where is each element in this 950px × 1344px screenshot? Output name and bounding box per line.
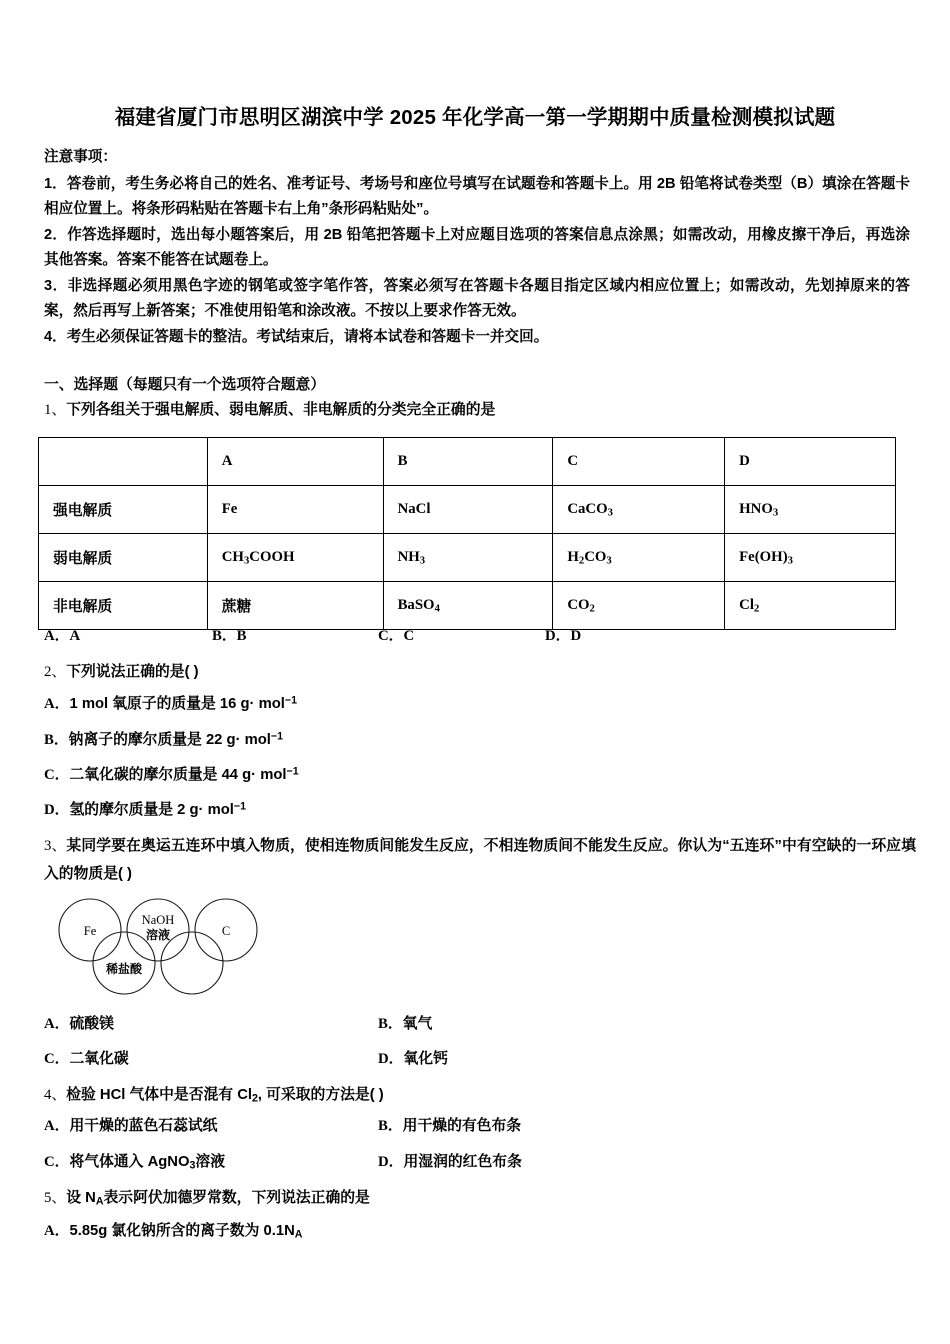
question-5-number: 5、 <box>44 1190 67 1206</box>
q2-option-d-label: D． <box>44 802 70 818</box>
cell-strong-c: CaCO$_3$ <box>553 486 725 534</box>
question-5-text-pre: 设 N <box>66 1190 96 1206</box>
cell-non-b: BaSO$_4$ <box>383 582 553 630</box>
row-label-weak-electrolyte: 弱电解质 <box>39 534 208 582</box>
q2-option-c-label: C． <box>44 767 70 783</box>
q2-option-d-text: 氢的摩尔质量是 2 g· mol <box>69 802 234 818</box>
q1-option-b[interactable]: B．B <box>212 628 247 644</box>
question-1-number: 1、 <box>44 402 67 418</box>
cell-strong-d: $HNO_3$ <box>725 486 896 534</box>
q3-option-d[interactable]: D．氧化钙 <box>378 1051 448 1067</box>
table-header-cell-a: A <box>207 438 383 486</box>
question-2-stem <box>44 658 916 686</box>
cell-non-c: $CO_2$ <box>553 582 725 630</box>
question-1-text: 下列各组关于强电解质、弱电解质、非电解质的分类完全正确的是 <box>66 402 496 418</box>
question-1-stem <box>44 398 495 419</box>
ring-empty-circle <box>161 932 223 994</box>
cell-non-d: $Cl_2$ <box>725 582 896 630</box>
q5-option-a-text: 5.85g 氯化钠所含的离子数为 0.1N <box>69 1223 295 1239</box>
q2-option-b[interactable]: B．钠离子的摩尔质量是 22 g· mol$^{-1}$ <box>44 730 284 748</box>
notice-item-4: 4．考生必须保证答题卡的整洁。考试结束后，请将本试卷和答题卡一并交回。 <box>44 328 549 345</box>
q2-option-d[interactable]: D．氢的摩尔质量是 2 g· mol$^{-1}$ <box>44 800 247 818</box>
question-4-number: 4、 <box>44 1087 67 1103</box>
notice-item-1: 1．答卷前，考生务必将自己的姓名、准考证号、考场号和座位号填写在试题卷和答题卡上。用 2B 铅笔将试卷类型（B）填涂在答题卡相应位置上。将条形码粘贴在答题卡右上角”条形码粘贴处”。 <box>44 175 910 217</box>
electrolyte-classification-table <box>38 437 896 630</box>
q2-option-b-text: 钠离子的摩尔质量是 22 g· mol <box>68 732 271 748</box>
q4-option-c[interactable]: C．将气体通入 AgNO$_3$溶液 <box>44 1154 226 1172</box>
q2-option-b-label: B． <box>44 732 69 748</box>
question-5-stem <box>44 1184 916 1215</box>
question-3-number: 3、 <box>44 838 67 854</box>
question-4-text-post: , 可采取的方法是( ) <box>257 1087 384 1103</box>
table-header-cell-b: B <box>383 438 553 486</box>
ring-label-c: C <box>221 924 231 938</box>
q3-option-a[interactable]: A．硫酸镁 <box>44 1016 114 1032</box>
question-5-subscript: A <box>95 1195 104 1208</box>
question-2-text: 下列说法正确的是( ) <box>66 664 199 680</box>
question-3-stem <box>44 832 916 888</box>
notice-item-2: 2．作答选择题时，选出每小题答案后，用 2B 铅笔把答题卡上对应题目选项的答案信息点涂黑；如需改动，用橡皮擦干净后，再选涂其他答案。答案不能答在试题卷上。 <box>44 226 910 268</box>
question-4-text-pre: 检验 HCl 气体中是否混有 Cl <box>66 1087 252 1103</box>
question-4-subscript: 2 <box>252 1092 258 1105</box>
q3-option-c[interactable]: C．二氧化碳 <box>44 1051 129 1067</box>
cell-strong-b: NaCl <box>383 486 553 534</box>
olympic-rings-diagram <box>52 893 277 1001</box>
page-title: 福建省厦门市思明区湖滨中学 2025 年化学高一第一学期期中质量检测模拟试题 <box>114 106 836 129</box>
question-2-number: 2、 <box>44 664 67 680</box>
cell-weak-c: $H_2CO_3$ <box>553 534 725 582</box>
q2-option-c[interactable]: C．二氧化碳的摩尔质量是 44 g· mol$^{-1}$ <box>44 765 299 783</box>
ring-label-fe: Fe <box>83 924 97 938</box>
cell-strong-a: Fe <box>207 486 383 534</box>
notice-block <box>44 145 910 350</box>
row-label-non-electrolyte: 非电解质 <box>39 582 208 630</box>
q1-option-d[interactable]: D．D <box>545 628 582 644</box>
question-4-stem <box>44 1081 916 1112</box>
question-3-text: 某同学要在奥运五连环中填入物质，使相连物质间能发生反应，不相连物质间不能发生反应。你认为“五连环”中有空缺的一环应填入的物质是( ) <box>44 838 916 882</box>
q2-option-a-label: A． <box>44 696 70 712</box>
table-header-row <box>39 438 896 486</box>
q2-option-a-text: 1 mol 氧原子的质量是 16 g· mol <box>69 696 285 712</box>
table-header-cell-d: D <box>725 438 896 486</box>
table-header-cell-blank <box>39 438 208 486</box>
table-header-cell-c: C <box>553 438 725 486</box>
q1-option-c[interactable]: C．C <box>378 628 415 644</box>
ring-label-naoh: NaOH <box>141 913 175 927</box>
q3-option-b[interactable]: B．氧气 <box>378 1016 433 1032</box>
cell-non-a: 蔗糖 <box>207 582 383 630</box>
q4-option-d[interactable]: D．用湿润的红色布条 <box>378 1154 522 1170</box>
table-row <box>39 582 896 630</box>
q4-option-b[interactable]: B．用干燥的有色布条 <box>378 1118 522 1134</box>
q2-option-c-text: 二氧化碳的摩尔质量是 44 g· mol <box>69 767 287 783</box>
cell-weak-b: $NH_3$ <box>383 534 553 582</box>
notice-item-3: 3．非选择题必须用黑色字迹的钢笔或签字笔作答，答案必须写在答题卡各题目指定区域内相应位置上；如需改动，先划掉原来的答案，然后再写上新答案；不准使用铅笔和涂改液。不按以上要求作答无效。 <box>44 277 910 319</box>
ring-label-dilute-hcl: 稀盐酸 <box>105 962 143 976</box>
row-label-strong-electrolyte: 强电解质 <box>39 486 208 534</box>
table-row <box>39 534 896 582</box>
question-5-text-post: 表示阿伏加德罗常数，下列说法正确的是 <box>103 1190 370 1206</box>
ring-label-naoh-solution: 溶液 <box>145 928 171 942</box>
q1-option-a[interactable]: A．A <box>44 628 81 644</box>
cell-weak-d: $Fe(OH)_3$ <box>725 534 896 582</box>
table-row <box>39 486 896 534</box>
q2-option-a[interactable]: A．1 mol 氧原子的质量是 16 g· mol$^{-1}$ <box>44 694 298 712</box>
q4-option-a[interactable]: A．用干燥的蓝色石蕊试纸 <box>44 1118 218 1134</box>
q5-option-a-label: A． <box>44 1223 70 1239</box>
cell-weak-a: $CH_3COOH$ <box>207 534 383 582</box>
notice-heading: 注意事项： <box>44 149 117 165</box>
section-heading: 一、选择题（每题只有一个选项符合题意） <box>44 377 326 393</box>
q5-option-a[interactable]: A．5.85g 氯化钠所含的离子数为 $0.1N_A$ <box>44 1223 303 1241</box>
